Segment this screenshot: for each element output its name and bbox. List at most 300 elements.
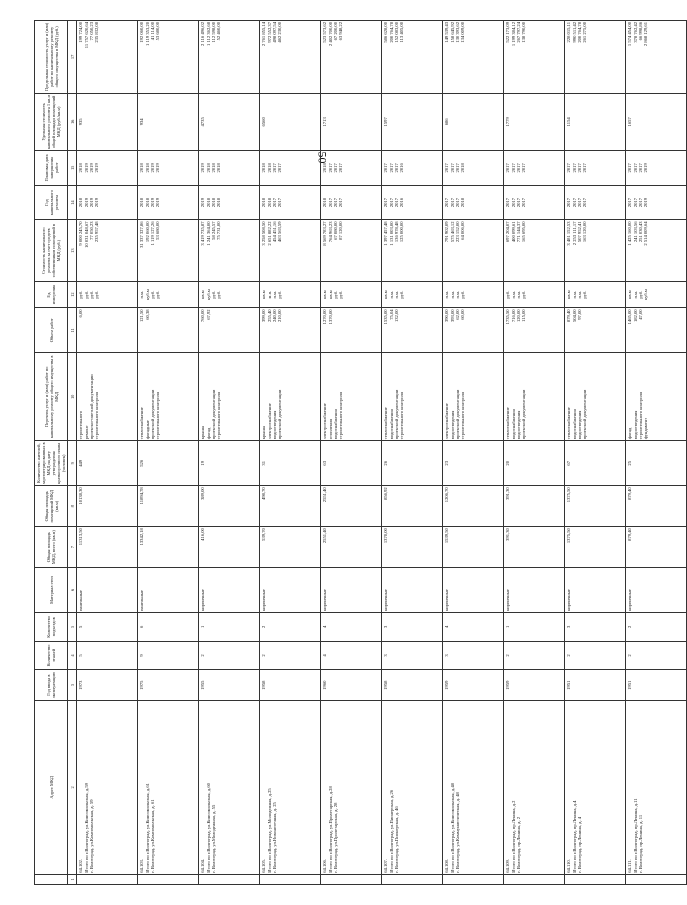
cell-line: 2018 xyxy=(144,198,150,208)
year-cell: 1973 xyxy=(77,670,138,701)
cell-line: 2018 xyxy=(205,163,211,173)
cell-line: 2019 xyxy=(643,198,649,208)
cell-line: кв.м xyxy=(566,290,572,299)
cell-line: г. Волгоград, ул.Пролетарская, д. 28 xyxy=(332,802,338,873)
cell-line: 2019 xyxy=(88,198,94,208)
row-marker-cell xyxy=(321,874,382,884)
cell-line: проектно-сметной документации xyxy=(88,374,94,440)
col-number: 12 xyxy=(68,281,77,308)
cell-line: руб. xyxy=(94,290,100,299)
cell-line: 2017 xyxy=(505,163,511,173)
cell-line: 251 030,43 xyxy=(637,221,643,243)
volume-cell xyxy=(443,308,504,353)
cell-line: 2017 xyxy=(505,198,511,208)
col-number: 14 xyxy=(68,185,77,220)
unit-cell xyxy=(443,281,504,308)
cell-line: 2018 xyxy=(261,163,267,173)
cell-line: водоснабжения xyxy=(388,409,394,440)
cell-line: водоснабжения xyxy=(571,409,577,440)
cell-line: 2019 xyxy=(643,163,649,173)
cell-line: 522 173,09 xyxy=(505,22,511,43)
entrances-cell: 1 xyxy=(504,613,565,642)
col-header: Материал стен xyxy=(35,568,68,613)
cell-line: строительного контроля xyxy=(338,391,344,440)
cell-line: 2017 xyxy=(521,198,527,208)
cell-line: 240,00 xyxy=(271,309,277,323)
cell-line: строительного контроля xyxy=(399,391,405,440)
cell-line: 2018 xyxy=(139,163,145,173)
wall-material-cell: кирпичные xyxy=(260,568,321,613)
cell-line: 2017 xyxy=(510,163,516,173)
cell-line: 2017 xyxy=(271,163,277,173)
cell-line: 77 050,23 xyxy=(88,22,94,41)
cell-line: 192 060,00 xyxy=(144,221,150,243)
table-row xyxy=(626,21,687,885)
cell-line: 400 099,61 xyxy=(510,221,516,243)
col-header: Удельная стоимость капитального ремонта 1 кв.м общей площади помещений МКД (руб./кв.м) xyxy=(35,93,68,150)
cell-line: 53 680,00 xyxy=(155,22,161,41)
cell-line: г. Волгоград, пр.Ленина, д. 2 xyxy=(515,816,521,873)
cell-line: 97,00 xyxy=(576,309,582,320)
cell-line: 378 762,42 xyxy=(632,22,638,43)
cell-line: 504,00 xyxy=(571,309,577,323)
floors-cell: 2 xyxy=(260,641,321,670)
cell-line: 47,00 xyxy=(637,309,643,320)
cell-line: 2019 xyxy=(200,198,206,208)
cell-line: проектной документации xyxy=(277,389,283,440)
repair-year-cell xyxy=(443,185,504,220)
cell-line: 2017 xyxy=(637,198,643,208)
cell-line: 523 573,62 xyxy=(322,22,328,43)
cell-line: Итого по г.Волгоград, ул.Комсомольская, д.61 xyxy=(144,783,150,873)
col-number: 4 xyxy=(68,641,77,670)
unit-cell xyxy=(504,281,565,308)
cell-line: 2 651 882,22 xyxy=(266,221,272,246)
cell-line: 2017 xyxy=(271,198,277,208)
cell-line: руб. xyxy=(88,290,94,299)
cell-line: 2018 xyxy=(216,163,222,173)
cell-line: 697 204,07 xyxy=(505,221,511,243)
address-cell xyxy=(260,700,321,874)
cell-line: руб. xyxy=(460,290,466,299)
cell-line: 66 998,86 xyxy=(637,22,643,41)
col-header: Общая площадь помещений МКД (кв.м) xyxy=(35,486,68,527)
cell-line: теплоснабжение xyxy=(505,407,511,440)
year-cell: 1951 xyxy=(626,670,687,701)
cell-line: г. Волгоград, ул.Пионерская, д. 46 xyxy=(393,806,399,873)
cell-line: 2017 xyxy=(393,163,399,173)
address-cell xyxy=(504,700,565,874)
year-cell: 1959 xyxy=(443,670,504,701)
cell-line: 2017 xyxy=(327,198,333,208)
specific-cost-cell: 935 xyxy=(77,93,138,150)
volume-cell xyxy=(260,308,321,353)
cell-line: 2017 xyxy=(515,198,521,208)
address-cell xyxy=(382,700,443,874)
cell-line: 2017 xyxy=(338,163,344,173)
cell-line: 64.108. xyxy=(444,859,450,873)
works-cell xyxy=(138,353,199,441)
cell-line: 2019 xyxy=(149,198,155,208)
premises-area-cell: 856,92 xyxy=(382,486,443,527)
row-marker-cell xyxy=(504,874,565,884)
col-number: 1 xyxy=(68,874,77,884)
unit-cell xyxy=(77,281,138,308)
limit-cost-cell xyxy=(199,21,260,94)
wall-material-cell: кирпичные xyxy=(504,568,565,613)
cell-line: 53 680,00 xyxy=(155,221,161,240)
cell-line: п.м. xyxy=(139,290,145,299)
cell-line: 200 764,78 xyxy=(388,22,394,43)
cell-line: фасад xyxy=(205,427,211,440)
year-cell: 1955 xyxy=(199,670,260,701)
cell-line: 2 116 496,02 xyxy=(200,22,206,46)
volume-cell xyxy=(199,308,260,353)
cell-line: 64.110. xyxy=(566,859,572,873)
cell-line: п.м. xyxy=(571,290,577,299)
cell-line: 1465,00 xyxy=(627,309,633,325)
cell-line: г. Волгоград, ул.Комсомольская, д. 59 xyxy=(88,799,94,873)
works-cell xyxy=(443,353,504,441)
row-marker-cell xyxy=(260,874,321,884)
cell-line: Итого по г.Волгоград, ул.Пионерская, д.26 xyxy=(388,789,394,873)
premises-area-cell: 498,70 xyxy=(260,486,321,527)
cell-line: 31 337 327,86 xyxy=(139,221,145,248)
floors-cell: 4 xyxy=(321,641,382,670)
cell-line: 2 402 700,00 xyxy=(327,22,333,47)
unit-cell xyxy=(138,281,199,308)
cell-line: 2019 xyxy=(155,163,161,173)
cell-line: 791 902,09 xyxy=(444,221,450,243)
cell-line: 2017 xyxy=(566,163,572,173)
cell-line: 64.105. xyxy=(261,859,267,873)
unit-cell xyxy=(321,281,382,308)
floors-cell: 9 xyxy=(138,641,199,670)
table-row xyxy=(321,21,382,885)
cell-line: 64.107. xyxy=(383,859,389,873)
cell-line: 113 405,00 xyxy=(399,22,405,43)
col-header-num xyxy=(35,874,68,884)
cell-line: 1 119 127,26 xyxy=(149,221,155,246)
cell-line: электроснабжение xyxy=(444,403,450,440)
capital-repair-table xyxy=(34,20,687,885)
cell-line: 879,40 xyxy=(566,309,572,323)
cell-line: 2017 xyxy=(449,163,455,173)
cell-line: 200 764,78 xyxy=(576,22,582,43)
cell-line: 64.109. xyxy=(505,859,511,873)
cost-cell xyxy=(321,220,382,281)
cell-line: 223 152,00 xyxy=(454,221,460,243)
cell-line: 60,00 xyxy=(460,309,466,320)
cell-line: кв.м xyxy=(322,290,328,299)
col-header: Предельная стоимость услуг и (или) работ по капитальному ремонту общего имущества в МКД (руб.) xyxy=(35,21,68,94)
cell-line: 158 645,92 xyxy=(449,22,455,43)
col-number: 11 xyxy=(68,308,77,353)
cell-line: 115,00 xyxy=(521,309,527,322)
header-row xyxy=(35,21,68,885)
cell-line: г. Волгоград, ул.Коммунистическая, д. 48 xyxy=(454,792,460,873)
residents-cell: 449 xyxy=(77,441,138,486)
cell-line: 267 797,24 xyxy=(515,22,521,43)
repair-year-cell xyxy=(199,185,260,220)
cell-line: руб. xyxy=(210,290,216,299)
end-date-cell xyxy=(626,150,687,185)
premises-area-cell: 391,30 xyxy=(504,486,565,527)
cell-line: 2018 xyxy=(322,163,328,173)
residents-cell: 67 xyxy=(565,441,626,486)
cell-line: 235 832,08 xyxy=(94,22,100,43)
year-cell: 1951 xyxy=(565,670,626,701)
cell-line: 2017 xyxy=(277,198,283,208)
year-cell: 1975 xyxy=(138,670,199,701)
cell-line: строительного xyxy=(78,410,84,440)
premises-area-cell: 2551,40 xyxy=(321,486,382,527)
premises-area-cell: 1206,70 xyxy=(443,486,504,527)
cell-line: 575 463,12 xyxy=(449,221,455,243)
cell-line: руб. xyxy=(338,290,344,299)
premises-area-cell: 879,40 xyxy=(626,486,687,527)
cell-line: 199 724,00 xyxy=(78,22,84,43)
limit-cost-cell xyxy=(565,21,626,94)
row-marker-cell xyxy=(443,874,504,884)
address-cell xyxy=(199,700,260,874)
cost-cell xyxy=(199,220,260,281)
repair-year-cell xyxy=(138,185,199,220)
cell-line: строительного контроля xyxy=(216,391,222,440)
table-container xyxy=(34,20,649,885)
cell-line: 716,00 xyxy=(510,309,516,323)
col-number: 2 xyxy=(68,700,77,874)
cell-line: 507 952,41 xyxy=(576,221,582,243)
specific-cost-cell: 1779 xyxy=(504,93,565,150)
cell-line: 2017 xyxy=(582,163,588,173)
cell-line: п.м. xyxy=(388,290,394,299)
cost-cell xyxy=(443,220,504,281)
table-body xyxy=(77,21,687,885)
end-date-cell xyxy=(443,150,504,185)
cell-line: п.м. xyxy=(510,290,516,299)
premises-area-cell: 11894,78 xyxy=(138,486,199,527)
end-date-cell xyxy=(321,150,382,185)
cell-line: 64.104. xyxy=(200,859,206,873)
wall-material-cell: кирпичные xyxy=(565,568,626,613)
col-header: Год капитального ремонта xyxy=(35,185,68,220)
cell-line: п.м. xyxy=(449,290,455,299)
col-number: 13 xyxy=(68,220,77,281)
floors-cell: 3 xyxy=(443,641,504,670)
cell-line: п.м. xyxy=(271,290,277,299)
cell-line: 120,00 xyxy=(515,309,521,323)
limit-cost-cell xyxy=(382,21,443,94)
cell-line: 2018 xyxy=(78,198,84,208)
table-row xyxy=(199,21,260,885)
cell-line: 130 393,62 xyxy=(454,22,460,43)
row-marker-cell xyxy=(199,874,260,884)
cell-line: 134 009,00 xyxy=(460,22,466,43)
wall-material-cell: кирпичные xyxy=(382,568,443,613)
col-header: Ед. измерения xyxy=(35,281,68,308)
volume-cell xyxy=(138,308,199,353)
limit-cost-cell xyxy=(504,21,565,94)
cell-line: 2017 xyxy=(576,198,582,208)
col-number: 16 xyxy=(68,93,77,150)
cell-line: 62,00 xyxy=(454,309,460,320)
year-cell: 1960 xyxy=(321,670,382,701)
entrances-cell: 2 xyxy=(260,613,321,642)
cell-line: 2017 xyxy=(332,198,338,208)
cell-line: Итого по г.Волгоград, пр.Ленина, д.11 xyxy=(632,798,638,873)
cost-cell xyxy=(260,220,321,281)
entrances-cell: 5 xyxy=(77,613,138,642)
cell-line: г. Волгоград, ул.Комсомольская, д. 61 xyxy=(149,799,155,873)
col-number: 8 xyxy=(68,486,77,527)
cell-line: 125 000,00 xyxy=(399,221,405,243)
total-area-cell: 2551,40 xyxy=(321,527,382,568)
col-number: 9 xyxy=(68,441,77,486)
cell-line: 163 120,00 xyxy=(582,221,588,243)
cell-line: 2018 xyxy=(266,198,272,208)
cell-line: 2 253 111,17 xyxy=(571,221,577,246)
end-date-cell xyxy=(199,150,260,185)
repair-year-cell xyxy=(382,185,443,220)
address-cell xyxy=(626,700,687,874)
col-header: Количество этажей xyxy=(35,641,68,670)
cell-line: 2017 xyxy=(444,198,450,208)
cell-line: п.м. xyxy=(444,290,450,299)
cell-line: Итого по г.Волгоград, ул.Комсомольская, д.48 xyxy=(449,783,455,873)
cell-line: 462 230,00 xyxy=(277,22,283,43)
floors-cell: 2 xyxy=(565,641,626,670)
total-area-cell: 879,40 xyxy=(626,527,687,568)
wall-material-cell: панельные xyxy=(77,568,138,613)
repair-year-cell xyxy=(321,185,382,220)
year-cell: 1959 xyxy=(504,670,565,701)
cost-cell xyxy=(138,220,199,281)
cell-line: руб. xyxy=(155,290,161,299)
volume-cell xyxy=(504,308,565,353)
cell-line: 121,50 xyxy=(139,309,145,323)
col-header: Количество подъездов xyxy=(35,613,68,642)
cell-line: 2017 xyxy=(521,163,527,173)
end-date-cell xyxy=(138,150,199,185)
cell-line: водоотведения xyxy=(449,410,455,440)
cell-line: 2017 xyxy=(327,163,333,173)
cost-cell xyxy=(504,220,565,281)
specific-cost-cell: 1154 xyxy=(565,93,626,150)
residents-cell: 526 xyxy=(138,441,199,486)
limit-cost-cell xyxy=(626,21,687,94)
cell-line: 255,40 xyxy=(266,309,272,323)
cost-cell xyxy=(565,220,626,281)
col-header: Количество жителей, зарегистрированных в МКД на дату утверждения краткосрочного плана (человек) xyxy=(36,442,67,485)
cell-line: 2019 xyxy=(83,163,89,173)
cell-line: проектной документации xyxy=(149,389,155,440)
cell-line: электроснабжение xyxy=(322,403,328,440)
col-number: 5 xyxy=(68,613,77,642)
cost-cell xyxy=(382,220,443,281)
repair-year-cell xyxy=(260,185,321,220)
cell-line: кв.м xyxy=(327,290,333,299)
entrances-cell: 6 xyxy=(138,613,199,642)
cell-line: 64.106. xyxy=(322,859,328,873)
col-number: 7 xyxy=(68,527,77,568)
cell-line: Итого по г.Волгоград, пр.Ленина, д.2 xyxy=(510,800,516,873)
cell-line: 463 563,59 xyxy=(277,221,283,243)
volume-cell xyxy=(626,308,687,353)
cell-line: кв.м xyxy=(261,290,267,299)
cell-line: проектной документации xyxy=(582,389,588,440)
works-cell xyxy=(77,353,138,441)
works-cell xyxy=(382,353,443,441)
residents-cell: 19 xyxy=(199,441,260,486)
cell-line: 2017 xyxy=(637,163,643,173)
cell-line: 64 006,00 xyxy=(460,221,466,240)
residents-cell: 23 xyxy=(443,441,504,486)
premises-area-cell: 389,00 xyxy=(199,486,260,527)
specific-cost-cell: 6560 xyxy=(260,93,321,150)
cell-line: 132,00 xyxy=(393,309,399,323)
table-row xyxy=(77,21,138,885)
cell-line: фундамент xyxy=(643,417,649,440)
residents-cell: 26 xyxy=(382,441,443,486)
cell-line: 182,00 xyxy=(632,309,638,323)
cell-line: 586 628,00 xyxy=(383,22,389,43)
col-header: Общая площадь МКД, всего (кв.м) xyxy=(35,527,68,568)
cell-line: 261 275,00 xyxy=(582,22,588,43)
cell-line: г. Волгоград, пр.Ленина, д. 11 xyxy=(637,814,643,873)
volume-cell xyxy=(382,308,443,353)
cell-line: п.м. xyxy=(393,290,399,299)
cell-line: 11 757 620,64 xyxy=(83,22,89,49)
cell-line: 1 112 362,68 xyxy=(205,22,211,46)
cell-line: г. Волгоград, ул.Новоаптечная, д. 25 xyxy=(271,802,277,873)
cell-line: проектной документации xyxy=(210,389,216,440)
cell-line: 393,00 xyxy=(449,309,455,323)
cell-line: строительного контроля xyxy=(460,391,466,440)
cell-line: 2017 xyxy=(627,198,633,208)
cell-line: 2017 xyxy=(383,163,389,173)
cell-line: 2017 xyxy=(277,163,283,173)
cell-line: руб. xyxy=(149,290,155,299)
address-cell xyxy=(138,700,199,874)
cell-line: 760,00 xyxy=(200,309,206,323)
specific-cost-cell: 1713 xyxy=(321,93,382,150)
limit-cost-cell xyxy=(321,21,382,94)
cell-line: 972 552,37 xyxy=(266,22,272,43)
cell-line: 2 514 009,64 xyxy=(643,221,649,246)
cell-line: 75 731,00 xyxy=(216,221,222,240)
cell-line: 152 083,00 xyxy=(393,22,399,43)
cell-line: 2018 xyxy=(216,198,222,208)
cell-line: 1 241 364,00 xyxy=(205,221,211,246)
cell-line: руб. xyxy=(83,290,89,299)
total-area-cell: 11313,50 xyxy=(77,527,138,568)
cell-line: 210,00 xyxy=(277,309,283,323)
end-date-cell xyxy=(565,150,626,185)
column-number-row xyxy=(68,21,77,885)
cell-line: 1270,00 xyxy=(322,309,328,325)
cell-line: 63 948,22 xyxy=(338,22,344,41)
residents-cell: 31 xyxy=(260,441,321,486)
cell-line: 2018 xyxy=(261,198,267,208)
limit-cost-cell xyxy=(77,21,138,94)
cell-line: теплоснабжение xyxy=(383,407,389,440)
cell-line: 2018 xyxy=(78,163,84,173)
table-row xyxy=(504,21,565,885)
cell-line: 58 245,57 xyxy=(210,221,216,240)
cell-line: м.п. xyxy=(266,290,272,299)
specific-cost-cell: 4735 xyxy=(199,93,260,150)
